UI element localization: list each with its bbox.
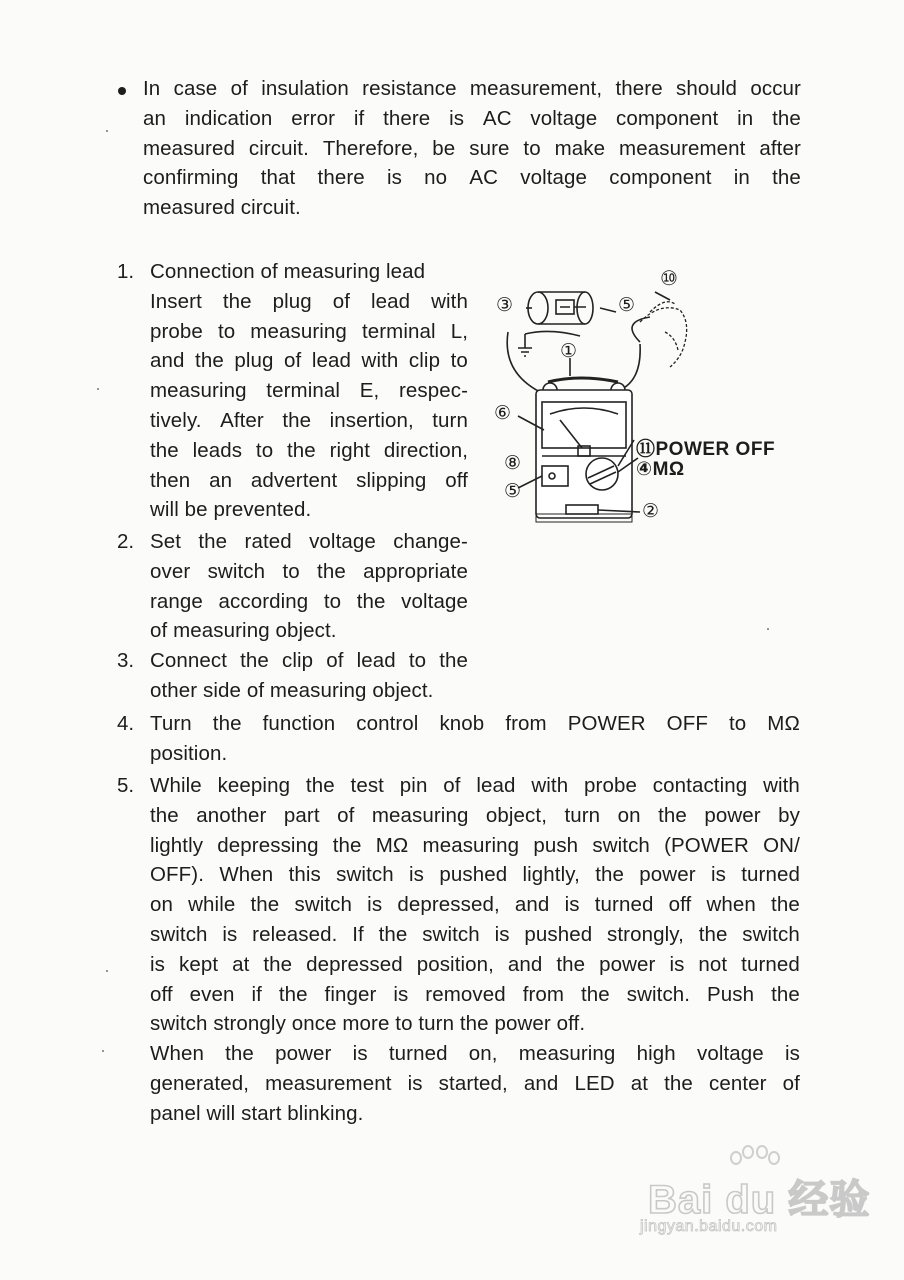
bullet-icon xyxy=(118,87,126,95)
tester-illustration xyxy=(490,262,810,532)
tester-body xyxy=(536,390,632,518)
step-text xyxy=(150,709,800,769)
callout-1: ① xyxy=(560,341,578,362)
step-line: is kept at the depressed position, and the power is not turned xyxy=(150,952,800,976)
step-number: 2. xyxy=(117,530,135,553)
step-line: then an advertent slipping off xyxy=(150,468,468,492)
hand-icon xyxy=(640,302,687,367)
callout-5-bottom: ⑤ xyxy=(504,481,522,502)
callout-2: ② xyxy=(642,501,660,522)
step-line: probe to measuring terminal L, xyxy=(150,319,468,343)
note-line: In case of insulation resistance measurement, there should occur xyxy=(143,77,801,100)
step-line: generated, measurement is started, and LED at the center of xyxy=(150,1071,800,1095)
step-line: will be prevented. xyxy=(150,498,312,522)
step-line: While keeping the test pin of lead with probe contacting with xyxy=(150,774,800,797)
step-line: over switch to the appropriate xyxy=(150,559,468,583)
step-number: 1. xyxy=(117,260,135,283)
note-text xyxy=(143,74,801,223)
step-text xyxy=(150,257,468,525)
leader-5-top xyxy=(600,308,616,312)
scan-speck xyxy=(767,628,769,630)
step-line: off even if the finger is removed from the switch. Push the xyxy=(150,982,800,1006)
probe-lead xyxy=(620,344,640,390)
step-line: tively. After the insertion, turn xyxy=(150,408,468,432)
step-line: of measuring object. xyxy=(150,619,337,643)
step-line: lightly depressing the MΩ measuring push switch (POWER ON/ xyxy=(150,833,800,857)
step-line: switch strongly once more to turn the power off. xyxy=(150,1012,586,1036)
callout-8: ⑧ xyxy=(504,453,522,474)
step-line: position. xyxy=(150,741,228,765)
power-off-label: ⑪POWER OFF xyxy=(636,439,776,460)
step-line: on while the switch is depressed, and is turned off when the xyxy=(150,893,800,917)
step-number: 4. xyxy=(117,712,135,735)
callout-6: ⑥ xyxy=(494,403,512,424)
step-line: measuring terminal E, respec- xyxy=(150,379,468,403)
clip-lead xyxy=(507,332,552,393)
step-line: When the power is turned on, measuring high voltage is xyxy=(150,1042,800,1066)
tester-diagram xyxy=(490,262,810,532)
note-line: measured circuit. Therefore, be sure to make measurement after xyxy=(143,136,801,160)
step-line: range according to the voltage xyxy=(150,589,468,613)
measured-object-icon xyxy=(526,292,593,324)
step-heading: Connection of measuring lead xyxy=(150,260,426,283)
step-line: Turn the function control knob from POWER OFF to MΩ xyxy=(150,712,800,735)
scan-speck xyxy=(102,1050,104,1052)
step-line: Connect the clip of lead to the xyxy=(150,649,468,672)
note-line: confirming that there is no AC voltage component in the xyxy=(143,166,801,190)
note-line: measured circuit. xyxy=(143,196,301,220)
step-line: other side of measuring object. xyxy=(150,678,434,702)
step-text xyxy=(150,771,800,1129)
note-line: an indication error if there is AC voltage component in the xyxy=(143,106,801,130)
step-line: Insert the plug of lead with xyxy=(150,289,468,313)
step-text xyxy=(150,527,468,646)
step-line: OFF). When this switch is pushed lightly, the power is turned xyxy=(150,863,800,887)
step-line: panel will start blinking. xyxy=(150,1101,364,1125)
step-text xyxy=(150,646,468,706)
step-line: the another part of measuring object, turn on the power by xyxy=(150,803,800,827)
scan-speck xyxy=(106,130,108,132)
pointer-10 xyxy=(655,292,670,300)
step-number: 3. xyxy=(117,649,135,672)
baidu-watermark xyxy=(640,1150,870,1250)
step-line: switch is released. If the switch is pushed strongly, the switch xyxy=(150,922,800,946)
callout-5-top: ⑤ xyxy=(618,295,636,316)
watermark-brand: Bai du 经验 xyxy=(648,1178,871,1222)
step-line: and the plug of lead with clip to xyxy=(150,349,468,373)
callout-10: ⑩ xyxy=(660,268,679,290)
scan-speck xyxy=(106,970,108,972)
watermark-url: jingyan.baidu.com xyxy=(640,1218,778,1235)
callout-3: ③ xyxy=(496,295,514,316)
step-number: 5. xyxy=(117,774,135,797)
step-line: Set the rated voltage change- xyxy=(150,530,468,553)
mohm-label: ④MΩ xyxy=(636,459,685,480)
step-line: the leads to the right direction, xyxy=(150,438,468,462)
scan-speck xyxy=(97,388,99,390)
